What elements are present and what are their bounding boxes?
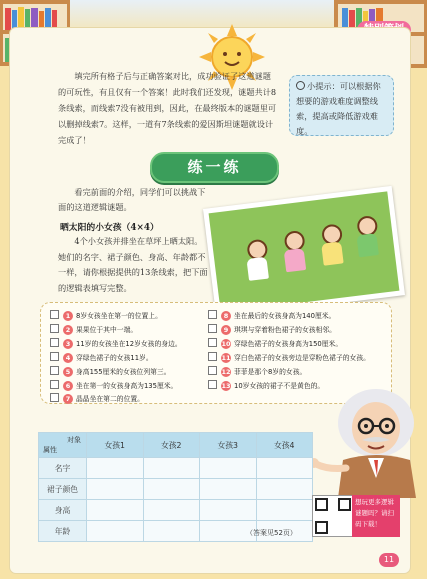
- table-cell[interactable]: [143, 479, 200, 500]
- table-cell[interactable]: [143, 458, 200, 479]
- table-cell[interactable]: [87, 500, 144, 521]
- table-cell[interactable]: [200, 500, 257, 521]
- practice-banner: 练一练: [150, 152, 279, 183]
- column-header: 女孩1: [87, 433, 144, 458]
- table-cell[interactable]: [200, 479, 257, 500]
- table-cell[interactable]: [143, 521, 200, 542]
- table-cell[interactable]: [256, 479, 313, 500]
- table-row: [39, 479, 313, 500]
- logic-table: [38, 432, 313, 542]
- practice-intro: 看完前面的介绍，同学们可以挑战下面的这道逻辑谜题。: [58, 187, 206, 212]
- checkbox[interactable]: [50, 324, 59, 333]
- row-label: 名字: [39, 458, 87, 479]
- clue-item[interactable]: 13 10岁女孩的裙子不是黄色的。: [208, 380, 324, 392]
- girl-figure: [352, 215, 381, 262]
- table-corner: 对象 属性: [39, 433, 87, 458]
- girl-figure: [242, 239, 271, 286]
- table-cell[interactable]: [143, 500, 200, 521]
- checkbox[interactable]: [208, 310, 217, 319]
- row-label: 年龄: [39, 521, 87, 542]
- column-header: 女孩4: [256, 433, 313, 458]
- table-row: [39, 458, 313, 479]
- tip-box: [289, 75, 394, 136]
- clue-item[interactable]: 6 坐在第一的女孩身高为135厘米。: [50, 380, 177, 392]
- intro-paragraph: 填完所有格子后与正确答案对比，成功验证了这道谜题的可玩性，有且仅有一个答案！此时我们还发现，谜题共计8条线索，而线索7没有被用到，因此，在最终版本的谜题里可以删掉线索7。这样，一道有7条线索的爱因斯坦谜题就设计完成了！: [58, 71, 277, 145]
- table-cell[interactable]: [200, 458, 257, 479]
- checkbox[interactable]: [50, 380, 59, 389]
- column-header: 女孩3: [200, 433, 257, 458]
- checkbox[interactable]: [50, 366, 59, 375]
- table-cell[interactable]: [87, 521, 144, 542]
- table-cell[interactable]: [87, 479, 144, 500]
- girl-figure: [279, 230, 308, 277]
- checkbox[interactable]: [208, 366, 217, 375]
- checkbox[interactable]: [50, 352, 59, 361]
- clue-item[interactable]: 1 8岁女孩坐在第一的位置上。: [50, 310, 162, 322]
- column-header: 女孩2: [143, 433, 200, 458]
- checkbox[interactable]: [208, 338, 217, 347]
- table-cell[interactable]: [256, 500, 313, 521]
- checkbox[interactable]: [50, 310, 59, 319]
- qr-caption: 想玩更多逻辑谜题吗？请扫码下载！: [352, 495, 400, 537]
- table-cell[interactable]: [87, 458, 144, 479]
- checkbox[interactable]: [50, 338, 59, 347]
- qr-code[interactable]: [312, 495, 354, 537]
- tip-text: 小提示：可以根据你想要的游戏难度调整线索，提高或降低游戏难度。: [296, 81, 381, 136]
- magnifier-icon: [296, 81, 305, 90]
- puzzle-title: 晒太阳的小女孩（4×4）: [60, 223, 159, 233]
- puzzle-description: 4个小女孩并排坐在草坪上晒太阳。她们的名字、裙子颜色、身高、年龄都不一样，请你根据提供的13条线索，把下面的逻辑表填写完整。: [58, 236, 208, 293]
- checkbox[interactable]: [208, 380, 217, 389]
- einstein-illustration: [298, 378, 423, 498]
- row-label: 身高: [39, 500, 87, 521]
- clue-item[interactable]: 4 穿绿色裙子的女孩11岁。: [50, 352, 153, 364]
- girl-figure: [317, 223, 346, 270]
- clue-item[interactable]: 12 菲菲是那个8岁的女孩。: [208, 366, 306, 378]
- table-cell[interactable]: [256, 458, 313, 479]
- clue-item[interactable]: 7 晶晶坐在第二的位置。: [50, 393, 144, 405]
- row-label: 裙子颜色: [39, 479, 87, 500]
- clue-item[interactable]: 3 11岁的女孩坐在12岁女孩的身边。: [50, 338, 182, 350]
- clue-item[interactable]: 9 琪琪与穿着粉色裙子的女孩相邻。: [208, 324, 336, 336]
- clue-item[interactable]: 5 身高155厘米的女孩位列第三。: [50, 366, 171, 378]
- table-row: [39, 500, 313, 521]
- clue-item[interactable]: 2 果果位于其中一端。: [50, 324, 137, 336]
- checkbox[interactable]: [208, 352, 217, 361]
- clue-item[interactable]: 8 坐在最后的女孩身高为140厘米。: [208, 310, 335, 322]
- answer-reference: （答案见52页）: [246, 529, 297, 537]
- girls-photo: [203, 186, 405, 318]
- checkbox[interactable]: [208, 324, 217, 333]
- clue-item[interactable]: 11 穿白色裙子的女孩旁边是穿粉色裙子的女孩。: [208, 352, 370, 364]
- clue-item[interactable]: 10 穿绿色裙子的女孩身高为150厘米。: [208, 338, 342, 350]
- page-number: 11: [379, 553, 399, 567]
- checkbox[interactable]: [50, 393, 59, 402]
